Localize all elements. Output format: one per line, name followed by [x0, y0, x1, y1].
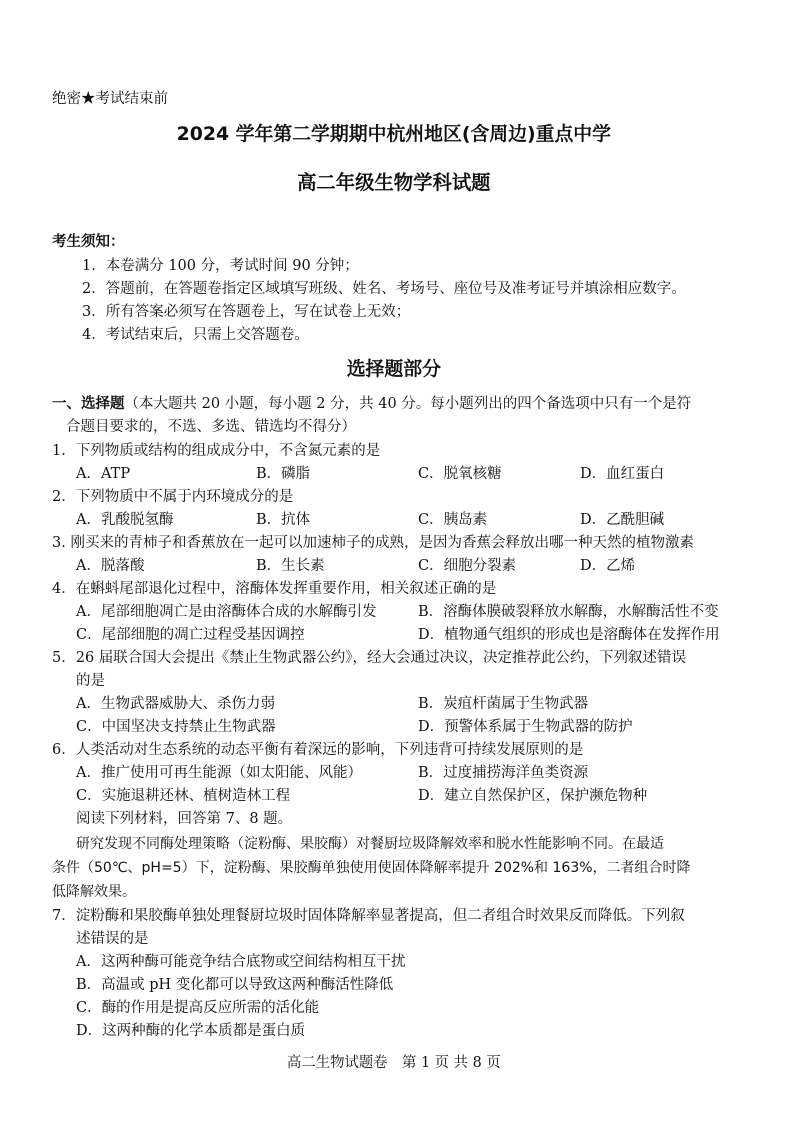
- question-stem: 7．淀粉酶和果胶酶单独处理餐厨垃圾时固体降解率显著提高，但二者组合时效果反而降低。下列叙: [52, 908, 685, 924]
- question-stem: 6．人类活动对生态系统的动态平衡有着深远的影响，下列违背可持续发展原则的是: [52, 742, 584, 758]
- option-a: A．生物武器威胁大、杀伤力弱: [76, 696, 275, 712]
- section-instructions: [52, 397, 691, 412]
- confidential-label: 绝密★考试结束前: [52, 91, 168, 107]
- notice-heading: 考生须知：: [52, 234, 125, 250]
- option-c: C．胰岛素: [418, 512, 488, 528]
- option-a: A．尾部细胞凋亡是由溶酶体合成的水解酶引发: [76, 604, 377, 620]
- option-b: B．过度捕捞海洋鱼类资源: [418, 765, 589, 781]
- question-stem: 3. 刚买来的青柿子和香蕉放在一起可以加速柿子的成熟，是因为香蕉会释放出哪一种天然的植物激素: [52, 535, 694, 551]
- option-d: D．预警体系属于生物武器的防护: [418, 719, 633, 735]
- option-a: A．这两种酶可能竞争结合底物或空间结构相互干扰: [76, 954, 406, 970]
- passage-line: 条件（50℃、pH=5）下，淀粉酶、果胶酶单独使用使固体降解率提升 202%和 163%，二者组合时降: [52, 860, 691, 876]
- exam-subtitle: 高二年级生物学科试题: [297, 171, 491, 194]
- option-a: A．脱落酸: [76, 558, 145, 574]
- option-d: D．乙烯: [580, 558, 636, 574]
- question-stem: 1．下列物质或结构的组成成分中，不含氮元素的是: [52, 443, 381, 459]
- option-a: A．推广使用可再生能源（如太阳能、风能）: [76, 765, 362, 781]
- notice-item: 4．考试结束后，只需上交答题卷。: [82, 327, 309, 343]
- option-c: C．脱氧核糖: [418, 466, 502, 482]
- option-c: C．实施退耕还林、植树造林工程: [76, 788, 291, 804]
- option-b: B．磷脂: [256, 466, 311, 482]
- question-stem-cont: 的是: [76, 673, 105, 689]
- exam-title: 2024 学年第二学期期中杭州地区(含周边)重点中学: [176, 123, 612, 145]
- question-stem-cont: 述错误的是: [76, 931, 149, 947]
- option-d: D．植物通气组织的形成也是溶酶体在发挥作用: [418, 627, 720, 643]
- option-a: A．ATP: [76, 466, 131, 482]
- part-label: 一、选择题: [52, 396, 125, 412]
- part-description-cont: 合题目要求的，不选、多选、错选均不得分）: [66, 419, 356, 435]
- option-c: C．尾部细胞的凋亡过程受基因调控: [76, 627, 305, 643]
- notice-item: 3．所有答案必须写在答题卷上，写在试卷上无效；: [82, 304, 411, 320]
- option-b: B．溶酶体膜破裂释放水解酶，水解酶活性不变: [418, 604, 719, 620]
- question-stem: 2．下列物质中不属于内环境成分的是: [52, 489, 294, 505]
- notice-item: 1．本卷满分 100 分，考试时间 90 分钟；: [82, 258, 359, 274]
- part-description: （本大题共 20 小题，每小题 2 分，共 40 分。每小题列出的四个备选项中只有一个是符: [124, 396, 692, 412]
- option-b: B．抗体: [256, 512, 311, 528]
- page-footer: 高二生物试题卷 第 1 页 共 8 页: [286, 1055, 501, 1071]
- option-d: D．血红蛋白: [580, 466, 665, 482]
- option-c: C．酶的作用是提高反应所需的活化能: [76, 1000, 320, 1016]
- passage-line: 研究发现不同酶处理策略（淀粉酶、果胶酶）对餐厨垃圾降解效率和脱水性能影响不同。在最适: [76, 836, 664, 852]
- option-c: C．中国坚决支持禁止生物武器: [76, 719, 276, 735]
- option-d: D．建立自然保护区，保护濒危物种: [418, 788, 648, 804]
- question-stem: 5．26 届联合国大会提出《禁止生物武器公约》，经大会通过决议，决定推荐此公约，下列叙述错误: [52, 650, 687, 666]
- option-b: B．生长素: [256, 558, 325, 574]
- passage-line: 低降解效果。: [52, 884, 136, 900]
- option-b: B．高温或 pH 变化都可以导致这两种酶活性降低: [76, 977, 394, 993]
- option-d: D．这两种酶的化学本质都是蛋白质: [76, 1023, 306, 1039]
- section-title: 选择题部分: [346, 358, 441, 380]
- option-b: B．炭疽杆菌属于生物武器: [418, 696, 589, 712]
- option-a: A．乳酸脱氢酶: [76, 512, 174, 528]
- reading-prompt: 阅读下列材料，回答第 7、8 题。: [76, 811, 293, 827]
- option-c: C．细胞分裂素: [418, 558, 517, 574]
- notice-item: 2．答题前，在答题卷指定区域填写班级、姓名、考场号、座位号及准考证号并填涂相应数字。: [82, 281, 686, 297]
- option-d: D．乙酰胆碱: [580, 512, 665, 528]
- question-stem: 4．在蝌蚪尾部退化过程中，溶酶体发挥重要作用，相关叙述正确的是: [52, 581, 497, 597]
